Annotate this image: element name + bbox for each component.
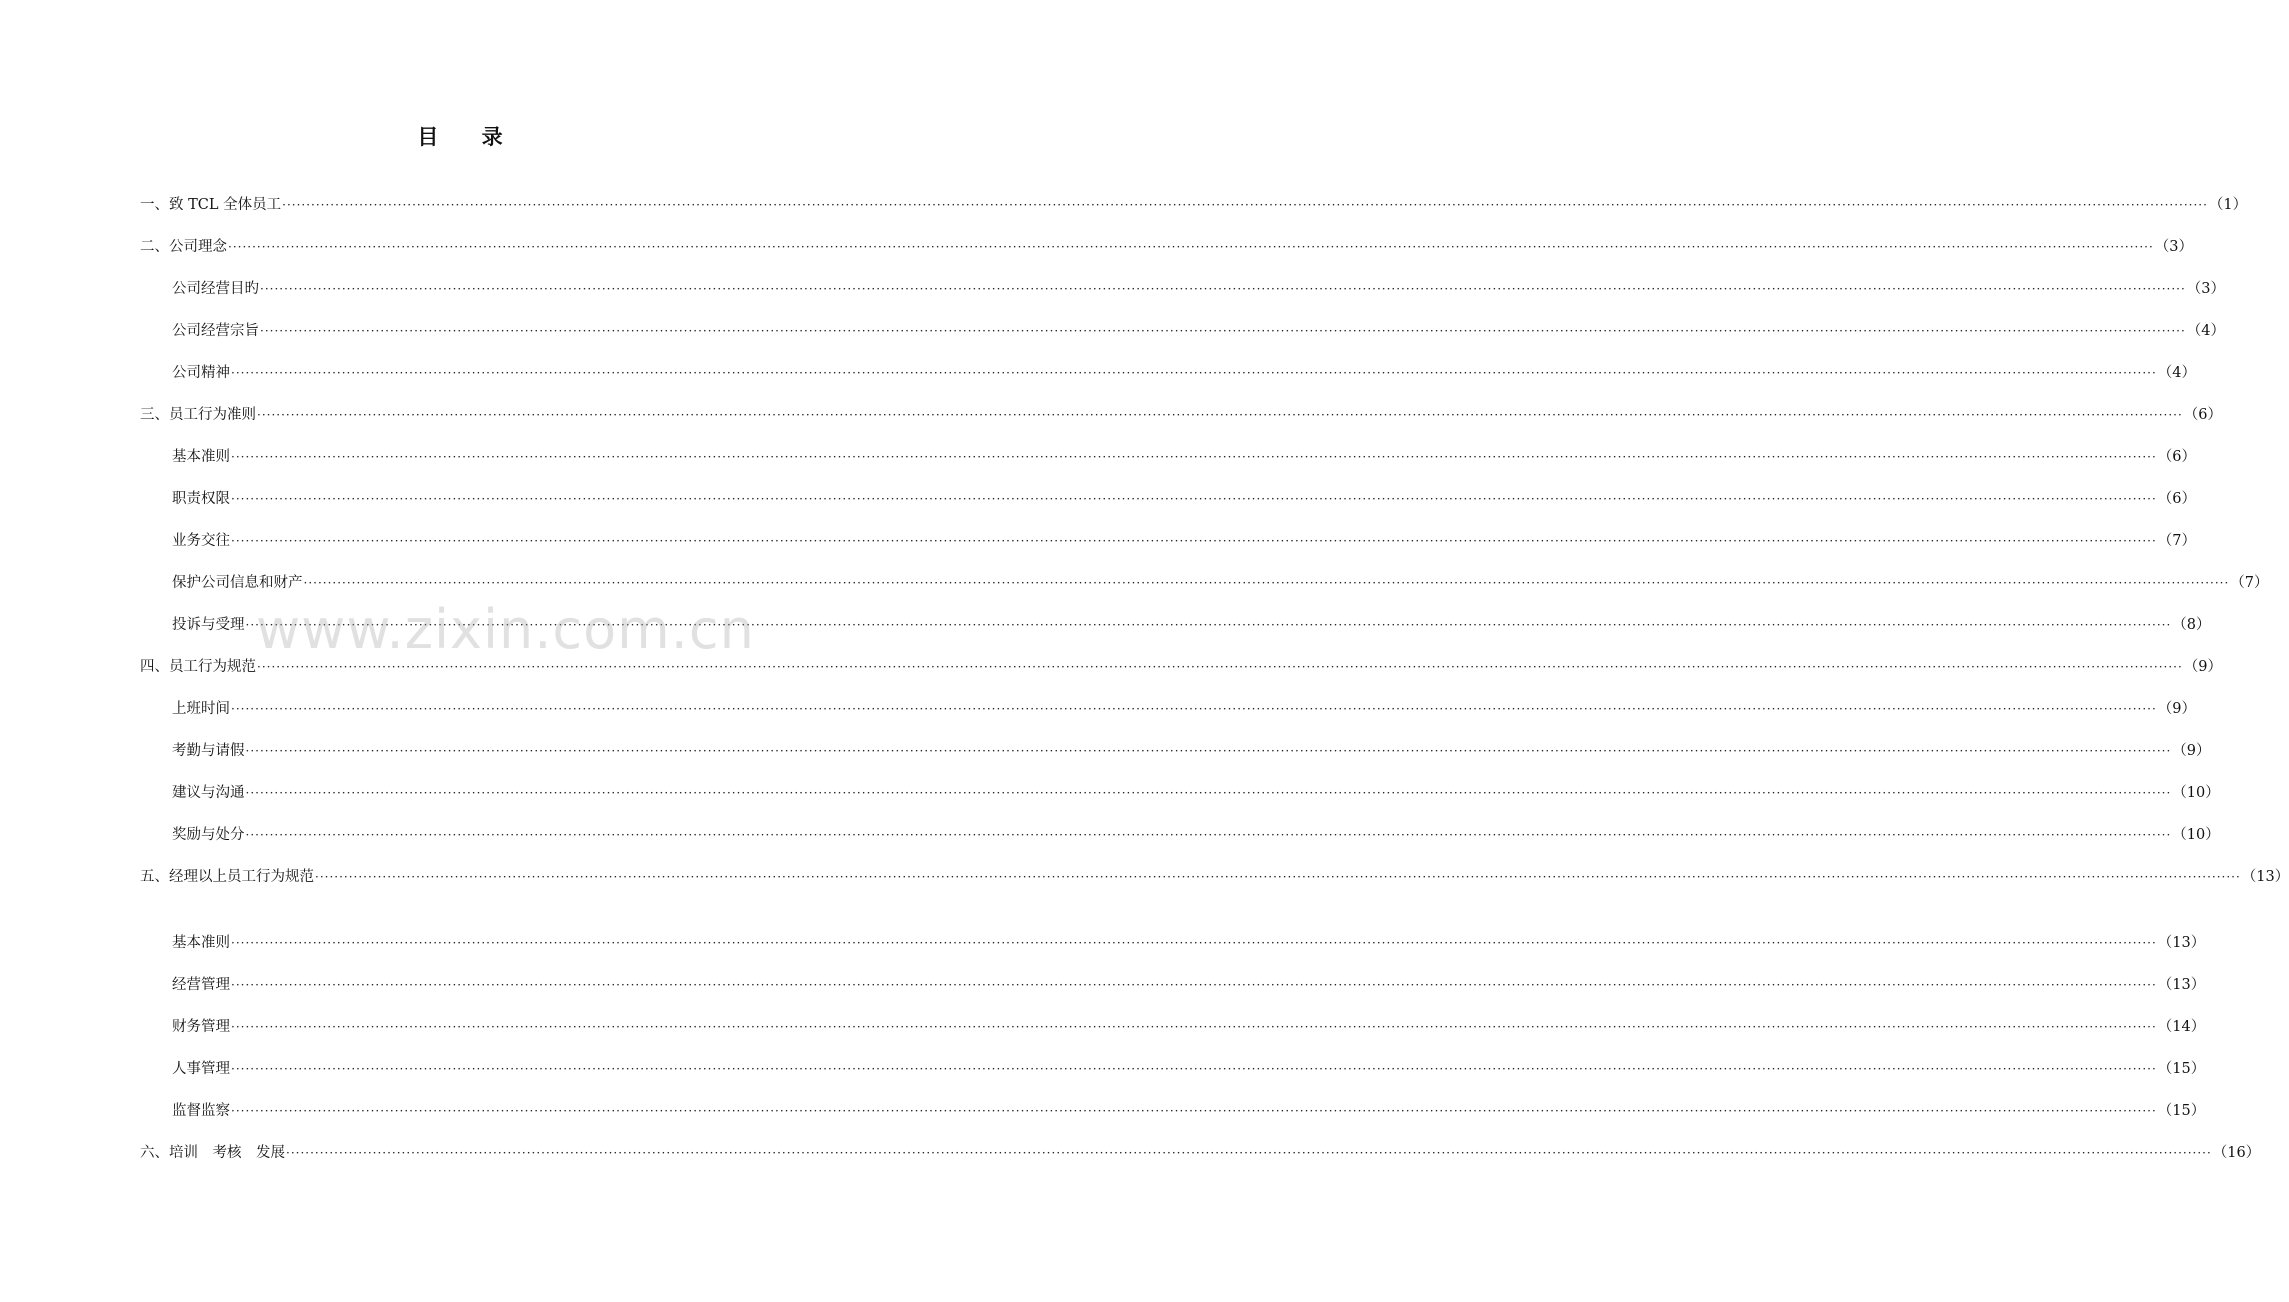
toc-entry-label: 奖励与处分 bbox=[172, 827, 245, 843]
page-title: 目 录 bbox=[417, 125, 521, 149]
toc-entry[interactable] bbox=[140, 656, 2223, 678]
toc-entry-page-number: （16） bbox=[2212, 1145, 2261, 1161]
toc-entry-page-number: （6） bbox=[2157, 491, 2197, 507]
toc-entry-page-number: （10） bbox=[2172, 827, 2220, 843]
toc-entry[interactable] bbox=[172, 974, 2206, 996]
toc-entry[interactable] bbox=[172, 320, 2226, 342]
toc-entry-page-number: （13） bbox=[2241, 869, 2289, 885]
dot-leader: ················································································································································································································································································································································································································ bbox=[245, 828, 2172, 842]
toc-entry-label: 考勤与请假 bbox=[172, 743, 245, 759]
toc-entry-label: 上班时间 bbox=[172, 701, 230, 717]
dot-leader: ················································································································································································································································································································································································································ bbox=[228, 240, 2154, 254]
toc-entry[interactable] bbox=[172, 362, 2197, 384]
toc-entry[interactable] bbox=[172, 698, 2197, 720]
toc-entry-label: 三、员工行为准则 bbox=[140, 407, 256, 423]
toc-entry-page-number: （15） bbox=[2157, 1103, 2206, 1119]
toc-entry[interactable] bbox=[172, 782, 2220, 804]
toc-entry-label: 建议与沟通 bbox=[172, 785, 245, 801]
toc-entry[interactable] bbox=[172, 530, 2197, 552]
toc-entry[interactable] bbox=[140, 194, 2248, 216]
dot-leader: ················································································································································································································································································································································································································ bbox=[231, 366, 2157, 380]
toc-entry-label: 四、员工行为规范 bbox=[140, 659, 256, 675]
toc-entry-label: 公司经营目旳 bbox=[172, 281, 259, 297]
toc-entry-label: 一、致 TCL 全体员工 bbox=[140, 197, 282, 213]
dot-leader: ················································································································································································································································································································································································································ bbox=[257, 660, 2183, 674]
watermark: www.zixin.com.cn bbox=[256, 598, 755, 661]
toc-entry-page-number: （8） bbox=[2172, 617, 2211, 633]
toc-entry[interactable] bbox=[140, 866, 2289, 888]
dot-leader: ················································································································································································································································································································································································································ bbox=[282, 198, 2208, 212]
toc-entry-label: 公司经营宗旨 bbox=[172, 323, 259, 339]
dot-leader: ················································································································································································································································································································································································································ bbox=[245, 786, 2172, 800]
toc-entry-page-number: （13） bbox=[2157, 977, 2206, 993]
toc-entry-label: 保护公司信息和财产 bbox=[172, 575, 303, 591]
toc-entry-label: 人事管理 bbox=[172, 1061, 230, 1077]
toc-entry[interactable] bbox=[172, 932, 2206, 954]
toc-entry-page-number: （6） bbox=[2157, 449, 2197, 465]
toc-entry-label: 基本准则 bbox=[172, 935, 230, 951]
dot-leader: ················································································································································································································································································································································································································ bbox=[231, 702, 2157, 716]
dot-leader: ················································································································································································································································································································································································································ bbox=[260, 282, 2186, 296]
toc-entry-page-number: （9） bbox=[2172, 743, 2211, 759]
dot-leader: ················································································································································································································································································································································································································ bbox=[231, 1104, 2157, 1118]
toc-entry-label: 投诉与受理 bbox=[172, 617, 245, 633]
dot-leader: ················································································································································································································································································································································································································ bbox=[231, 978, 2157, 992]
toc-entry-page-number: （13） bbox=[2157, 935, 2206, 951]
toc-entry[interactable] bbox=[172, 1016, 2206, 1038]
dot-leader: ················································································································································································································································································································································································································ bbox=[286, 1146, 2212, 1160]
toc-entry-page-number: （9） bbox=[2183, 659, 2223, 675]
toc-entry-page-number: （7） bbox=[2230, 575, 2269, 591]
toc-entry-label: 监督监察 bbox=[172, 1103, 230, 1119]
toc-entry[interactable] bbox=[140, 236, 2194, 258]
dot-leader: ················································································································································································································································································································································································································ bbox=[231, 534, 2157, 548]
dot-leader: ················································································································································································································································································································································································································ bbox=[257, 408, 2183, 422]
dot-leader: ················································································································································································································································································································································································································ bbox=[245, 744, 2172, 758]
toc-entry-label: 业务交往 bbox=[172, 533, 230, 549]
toc-entry[interactable] bbox=[140, 1142, 2261, 1164]
dot-leader: ················································································································································································································································································································································································································ bbox=[231, 936, 2157, 950]
dot-leader: ················································································································································································································································································································································································································ bbox=[245, 618, 2172, 632]
dot-leader: ················································································································································································································································································································································································································ bbox=[231, 492, 2157, 506]
toc-entry[interactable] bbox=[172, 572, 2269, 594]
toc-entry-label: 二、公司理念 bbox=[140, 239, 227, 255]
toc-entry-page-number: （4） bbox=[2157, 365, 2197, 381]
toc-entry-label: 基本准则 bbox=[172, 449, 230, 465]
toc-entry-page-number: （7） bbox=[2157, 533, 2197, 549]
toc-entry-page-number: （3） bbox=[2186, 281, 2226, 297]
toc-entry[interactable] bbox=[172, 278, 2226, 300]
toc-entry[interactable] bbox=[172, 446, 2197, 468]
toc-entry[interactable] bbox=[172, 740, 2211, 762]
toc-entry-page-number: （15） bbox=[2157, 1061, 2206, 1077]
toc-entry-label: 职责权限 bbox=[172, 491, 230, 507]
toc-entry[interactable] bbox=[172, 1100, 2206, 1122]
toc-entry[interactable] bbox=[140, 404, 2223, 426]
toc-entry-page-number: （14） bbox=[2157, 1019, 2206, 1035]
toc-entry-label: 经营管理 bbox=[172, 977, 230, 993]
toc-entry-label: 财务管理 bbox=[172, 1019, 230, 1035]
dot-leader: ················································································································································································································································································································································································································ bbox=[231, 450, 2157, 464]
toc-entry[interactable] bbox=[172, 1058, 2206, 1080]
dot-leader: ················································································································································································································································································································································································································ bbox=[303, 576, 2230, 590]
toc-entry-page-number: （10） bbox=[2172, 785, 2220, 801]
toc-entry[interactable] bbox=[172, 614, 2211, 636]
toc-entry-label: 五、经理以上员工行为规范 bbox=[140, 869, 314, 885]
toc-entry-label: 公司精神 bbox=[172, 365, 230, 381]
dot-leader: ················································································································································································································································································································································································································ bbox=[260, 324, 2186, 338]
toc-entry-page-number: （6） bbox=[2183, 407, 2223, 423]
dot-leader: ················································································································································································································································································································································································································ bbox=[315, 870, 2241, 884]
toc-entry[interactable] bbox=[172, 488, 2197, 510]
dot-leader: ················································································································································································································································································································································································································ bbox=[231, 1020, 2157, 1034]
toc-entry-page-number: （3） bbox=[2154, 239, 2194, 255]
toc-entry-page-number: （1） bbox=[2208, 197, 2248, 213]
toc-entry-page-number: （4） bbox=[2186, 323, 2226, 339]
toc-entry-page-number: （9） bbox=[2157, 701, 2197, 717]
toc-entry[interactable] bbox=[172, 824, 2220, 846]
dot-leader: ················································································································································································································································································································································································································ bbox=[231, 1062, 2157, 1076]
toc-entry-label: 六、培训 考核 发展 bbox=[140, 1145, 285, 1161]
